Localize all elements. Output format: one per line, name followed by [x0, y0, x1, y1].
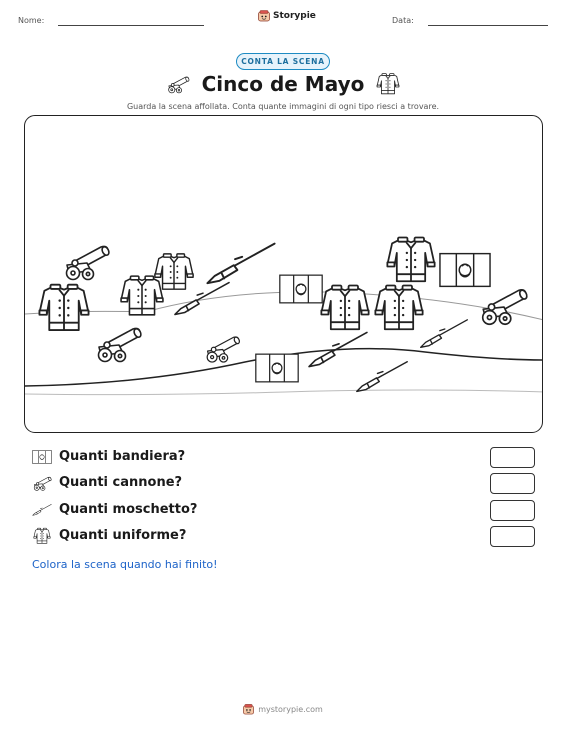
page-subtitle: Guarda la scena affollata. Conta quante immagini di ogni tipo riesci a trovare. — [126, 102, 440, 111]
answer-box[interactable] — [490, 500, 535, 521]
flag-icon — [32, 448, 52, 466]
question-row — [32, 473, 535, 495]
cannon-icon — [203, 332, 241, 364]
flag-icon — [255, 352, 299, 384]
answer-box[interactable] — [490, 526, 535, 547]
page-title: Cinco de Mayo — [201, 72, 365, 96]
question-row — [32, 500, 535, 522]
brand-name: Storypie — [273, 11, 316, 21]
question-text: Quanti moschetto? — [59, 502, 198, 517]
uniform-icon — [32, 527, 52, 545]
cannon-icon — [61, 241, 111, 281]
question-row — [32, 526, 535, 548]
date-label: Data: — [392, 16, 414, 25]
uniform-icon — [385, 234, 437, 286]
date-field[interactable] — [428, 25, 548, 26]
storypie-logo-icon — [243, 704, 254, 715]
musket-icon — [355, 356, 409, 398]
musket-icon — [173, 278, 231, 320]
crowded-scene — [24, 115, 543, 433]
brand — [258, 10, 316, 22]
name-label: Nome: — [18, 16, 45, 25]
answer-box[interactable] — [490, 473, 535, 494]
flag-icon — [439, 250, 491, 290]
uniform-icon — [37, 281, 91, 335]
cannon-icon — [166, 72, 190, 96]
answer-box[interactable] — [490, 447, 535, 468]
coloring-instruction: Colora la scena quando hai finito! — [32, 558, 218, 571]
title-row — [0, 72, 566, 96]
activity-badge: CONTA LA SCENA — [236, 53, 330, 70]
question-text: Quanti cannone? — [59, 475, 183, 490]
question-text: Quanti uniforme? — [59, 528, 187, 543]
question-row — [32, 447, 535, 469]
musket-icon — [32, 501, 52, 519]
flag-icon — [279, 272, 323, 306]
uniform-icon — [376, 72, 400, 96]
footer-url[interactable]: mystorypie.com — [258, 705, 323, 714]
question-text: Quanti bandiera? — [59, 449, 186, 464]
cannon-icon — [477, 284, 529, 326]
cannon-icon — [93, 323, 143, 363]
footer — [0, 704, 566, 715]
storypie-logo-icon — [258, 10, 270, 22]
musket-icon — [419, 312, 469, 356]
name-field[interactable] — [58, 25, 204, 26]
uniform-icon — [373, 282, 425, 334]
uniform-icon — [319, 282, 371, 334]
cannon-icon — [32, 474, 52, 492]
